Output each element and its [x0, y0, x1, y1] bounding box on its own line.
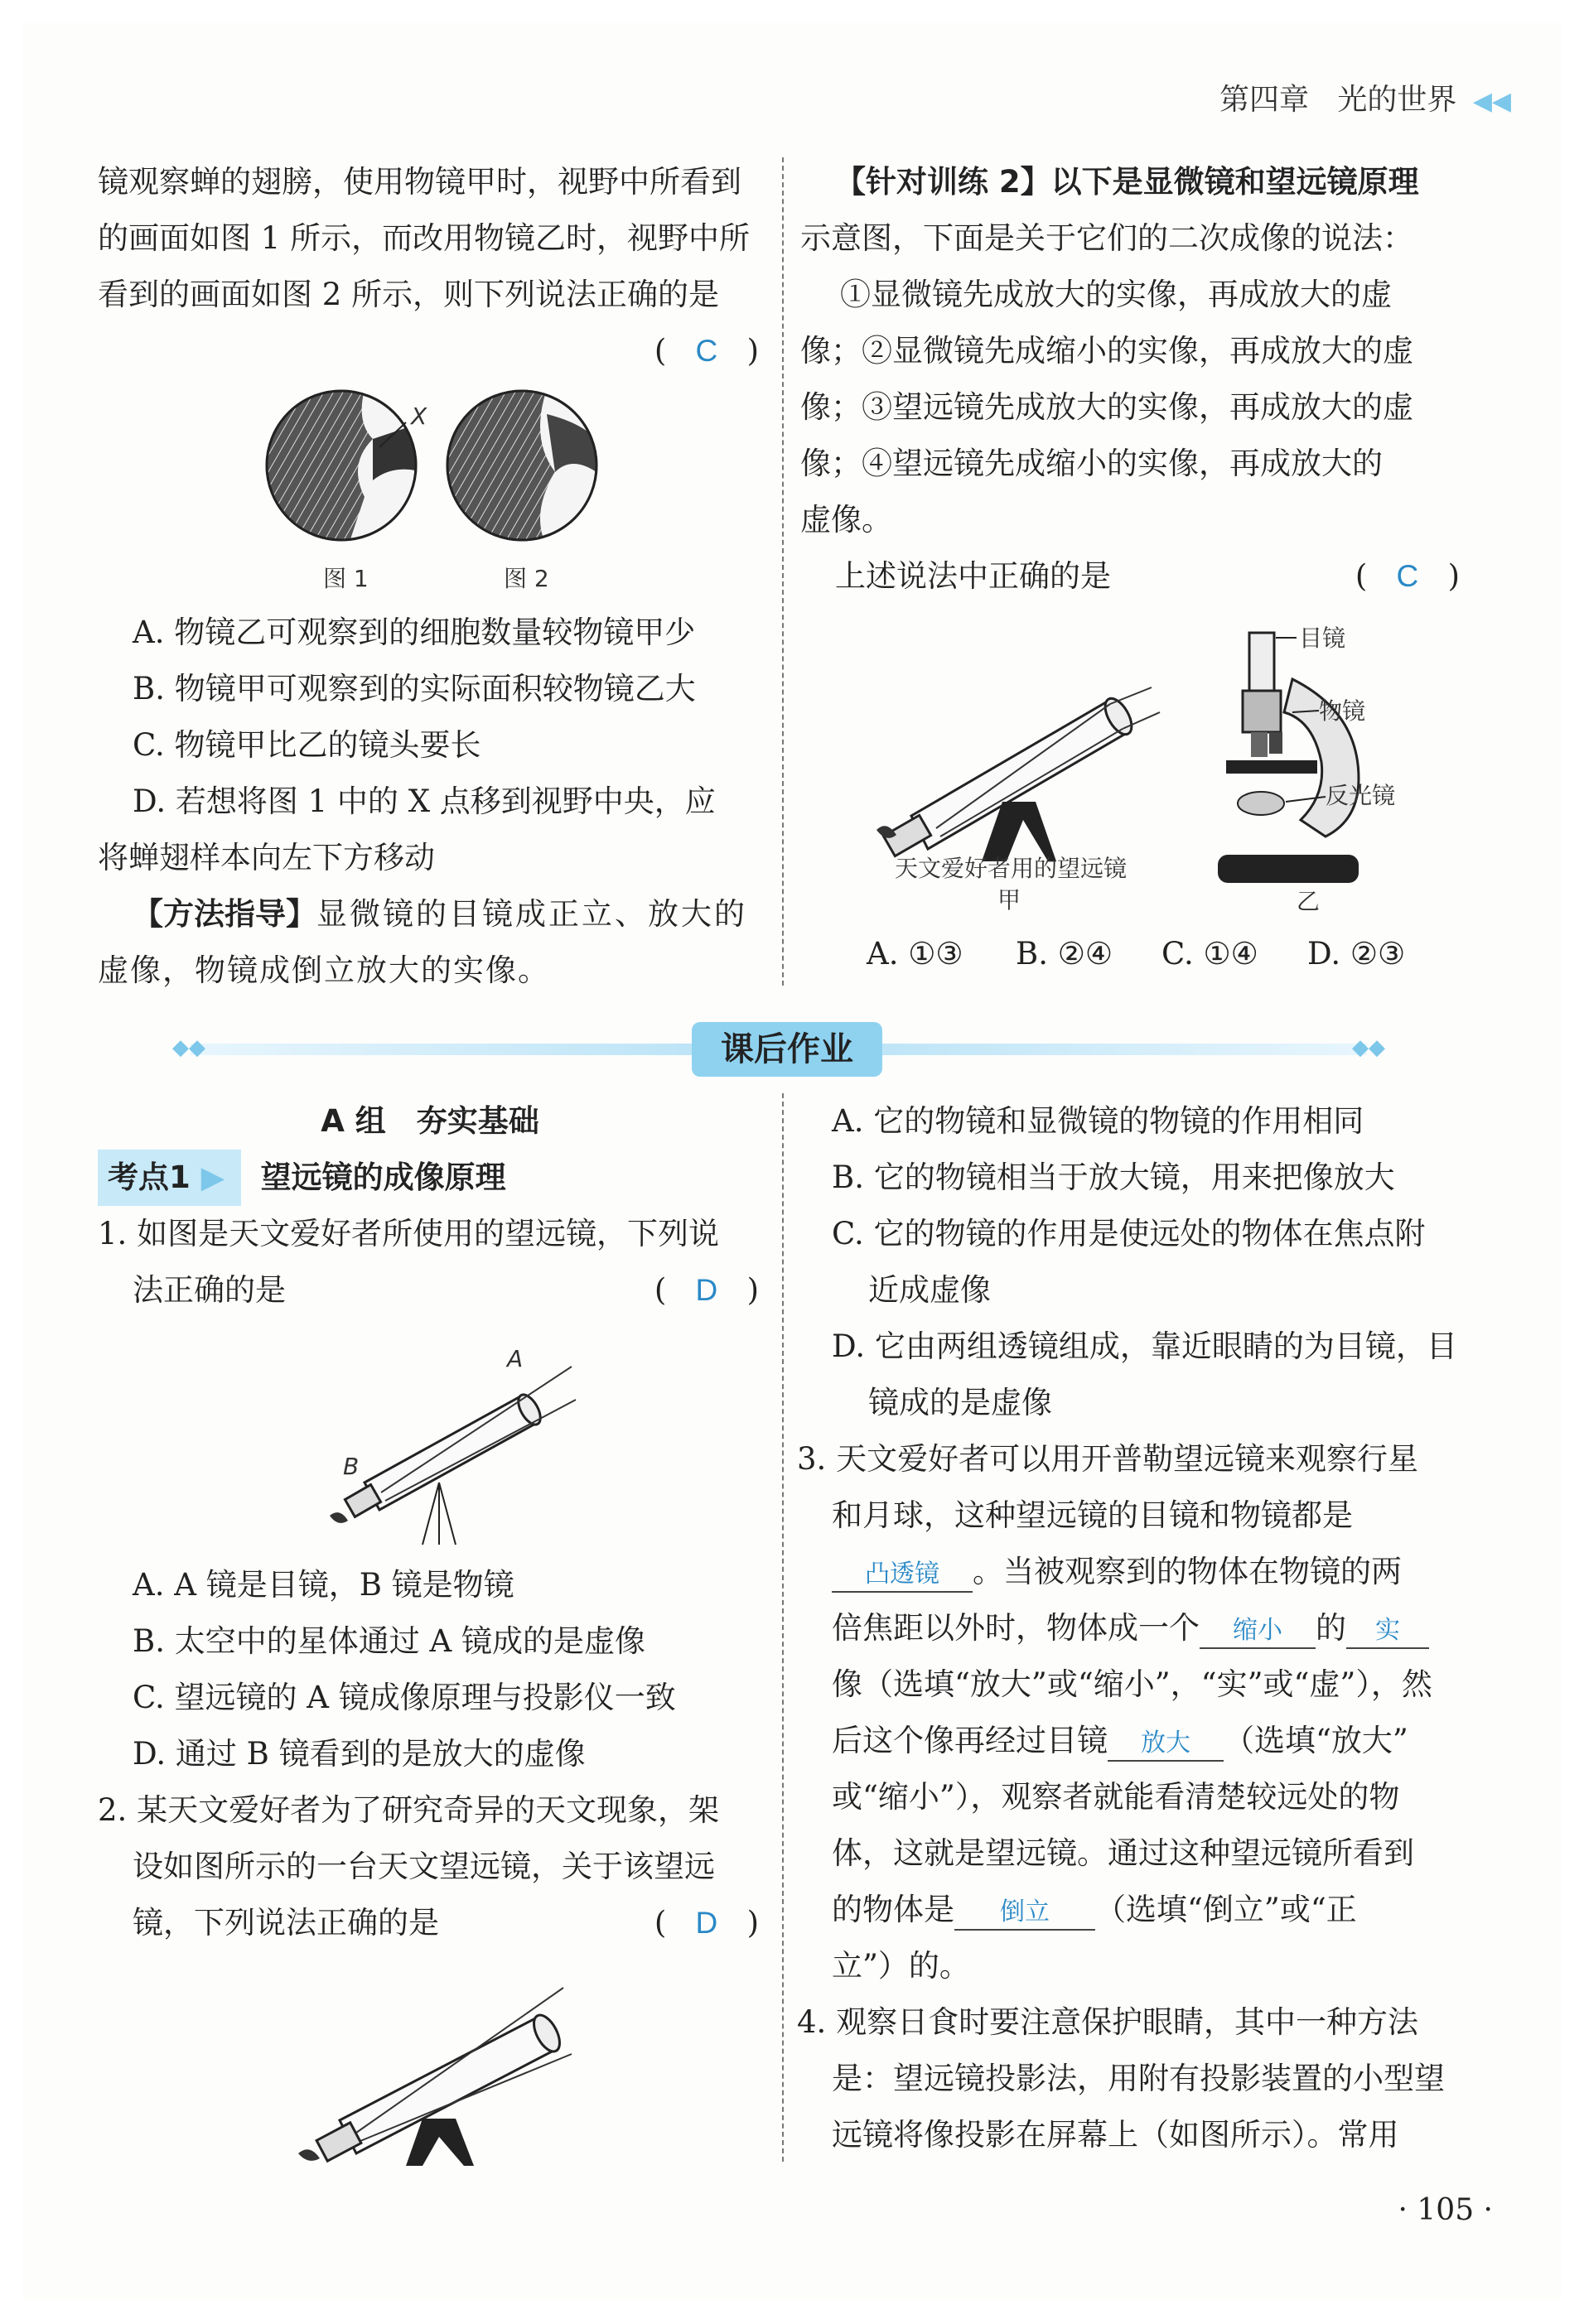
option-c: C. 物镜甲比乙的镜头要长	[133, 727, 481, 763]
q3-line-4: 倍焦距以外时，物体成一个 缩小 的 实	[797, 1600, 1468, 1656]
left-bottom-column	[98, 1093, 762, 1319]
text-line: 像；③望远镜先成放大的实像，再成放大的虚	[800, 389, 1413, 425]
q2-option-a: A. 它的物镜和显微镜的物镜的作用相同	[832, 1103, 1364, 1139]
q3-line-5: 像（选填“放大”或“缩小”，“实”或“虚”），然	[832, 1666, 1432, 1702]
q1-line-1: 1. 如图是天文爱好者所使用的望远镜，下列说	[98, 1216, 720, 1251]
q2-telescope-figure	[290, 1971, 621, 2170]
chapter-label: 第四章	[1219, 83, 1310, 117]
q2-option-d: D. 它由两组透镜组成，靠近眼睛的为目镜，目	[832, 1328, 1457, 1364]
right-top-options	[867, 926, 1480, 982]
q2-option-c: C. 它的物镜的作用是使远处的物体在焦点附	[832, 1216, 1426, 1251]
q3-line-9: 的物体是 倒立 （选填“倒立”或“正	[797, 1882, 1468, 1938]
q2-line-3: 镜，下列说法正确的是 ( D )	[133, 1905, 759, 1941]
text-line: 看到的画面如图 2 所示，则下列说法正确的是	[98, 277, 720, 312]
left-bottom-options	[98, 1557, 762, 1951]
text-line: 像；②显微镜先成缩小的实像，再成放大的虚	[800, 333, 1413, 369]
q4-line-2: 是：望远镜投影法，用附有投影装置的小型望	[832, 2061, 1445, 2096]
page-header	[1219, 76, 1511, 118]
method-text-1: 显微镜的目镜成正立、放大的	[316, 896, 747, 932]
answer: D	[695, 1906, 718, 1940]
q3-line-2: 和月球，这种望远镜的目镜和物镜都是	[832, 1497, 1353, 1533]
text-line: 的画面如图 1 所示，而改用物镜乙时，视野中所	[98, 220, 751, 256]
q2-line-2: 设如图所示的一台天文望远镜，关于该望远	[133, 1849, 715, 1884]
answer: C	[695, 334, 718, 368]
q3-line-6: 后这个像再经过目镜 放大 （选填“放大”	[797, 1713, 1468, 1769]
label-a: A	[507, 1350, 524, 1372]
telescope-jia	[877, 687, 1160, 914]
objective-label: 物镜	[1319, 697, 1366, 725]
eyepiece-label: 目镜	[1299, 624, 1346, 652]
text-line: 镜观察蝉的翅膀，使用物镜甲时，视野中所看到	[98, 164, 741, 200]
yi-label: 乙	[1297, 888, 1321, 915]
answer: D	[695, 1273, 718, 1307]
telescope-microscope-figure	[862, 613, 1442, 919]
q3-line-8: 体，这就是望远镜。通过这种望远镜所看到	[832, 1835, 1414, 1871]
kaodian-tag: 考点1 ▶	[98, 1150, 241, 1206]
q2-line-1: 2. 某天文爱好者为了研究奇异的天文现象，架	[98, 1792, 720, 1828]
q3-line-1: 3. 天文爱好者可以用开普勒望远镜来观察行星	[797, 1441, 1419, 1477]
kaodian-title: 望远镜的成像原理	[260, 1160, 506, 1195]
question-line: 上述说法中正确的是 ( C )	[835, 558, 1460, 594]
q1-option-c: C. 望远镜的 A 镜成像原理与投影仪一致	[133, 1680, 676, 1715]
diamond-icon: ◆◆	[1352, 1035, 1385, 1060]
q1-telescope-figure	[323, 1350, 588, 1549]
q2-option-d-cont: 镜成的是虚像	[868, 1385, 1052, 1420]
text-line: 像；④望远镜先成缩小的实像，再成放大的	[800, 446, 1383, 481]
reflector-label: 反光镜	[1326, 782, 1396, 809]
q3-line-10: 立”）的。	[832, 1948, 970, 1984]
training-line-1: 【针对训练 2】以下是显微镜和望远镜原理	[835, 164, 1419, 200]
answer: C	[1396, 559, 1419, 593]
right-top-column	[800, 154, 1463, 605]
jia-label: 甲	[997, 886, 1021, 914]
page-number: · 105 ·	[1398, 2193, 1493, 2227]
chapter-title: 光的世界	[1337, 83, 1457, 117]
text-line: 示意图，下面是关于它们的二次成像的说法：	[800, 220, 1413, 256]
label-b: B	[343, 1453, 360, 1480]
option-c: C. ①④	[1161, 936, 1258, 972]
method-guide	[98, 886, 762, 943]
telescope-caption: 天文爱好者用的望远镜	[895, 855, 1128, 882]
q1-option-b: B. 太空中的星体通过 A 镜成的是虚像	[133, 1623, 645, 1659]
q3-blank-1[interactable]: 凸透镜	[832, 1558, 973, 1593]
q3-blank-2[interactable]: 缩小	[1200, 1614, 1316, 1649]
q1-option-d: D. 通过 B 镜看到的是放大的虚像	[133, 1736, 586, 1772]
q4-line-3: 远镜将像投影在屏幕上（如图所示）。常用	[832, 2117, 1399, 2153]
q3-line-3: 凸透镜 。当被观察到的物体在物镜的两	[797, 1544, 1468, 1600]
text-line: ①显微镜先成放大的实像，再成放大的虚	[840, 277, 1392, 312]
group-title: A 组 夯实基础	[321, 1103, 539, 1139]
homework-banner	[166, 1022, 1392, 1080]
diamond-icon: ◆◆	[172, 1035, 205, 1060]
q3-blank-3[interactable]: 实	[1346, 1614, 1429, 1649]
fig1-view	[265, 389, 427, 547]
method-text-2: 虚像，物镜成倒立放大的实像。	[98, 952, 550, 988]
option-a: A. 物镜乙可观察到的细胞数量较物镜甲少	[133, 615, 696, 650]
q3-line-7: 或“缩小”），观察者就能看清楚较远处的物	[832, 1779, 1400, 1815]
fig2-view	[447, 389, 596, 547]
q4-line-1: 4. 观察日食时要注意保护眼睛，其中一种方法	[797, 2004, 1419, 2040]
text-line: 虚像。	[800, 502, 892, 538]
right-bottom-column	[797, 1093, 1468, 2163]
q1-option-a: A. A 镜是目镜，B 镜是物镜	[133, 1567, 514, 1603]
microscope-yi	[1218, 624, 1395, 915]
method-tag: 【方法指导】	[133, 896, 316, 932]
option-d: D. 若想将图 1 中的 X 点移到视野中央，应	[133, 784, 716, 819]
fig1-caption: 图 1	[323, 565, 369, 592]
answer-line: ( C )	[654, 333, 759, 369]
q1-line-2: 法正确的是 ( D )	[133, 1272, 759, 1308]
column-divider-top	[782, 157, 784, 986]
option-b: B. 物镜甲可观察到的实际面积较物镜乙大	[133, 671, 696, 706]
fig2-caption: 图 2	[504, 565, 549, 592]
q2-option-b: B. 它的物镜相当于放大镜，用来把像放大	[832, 1160, 1395, 1195]
q3-blank-4[interactable]: 放大	[1108, 1727, 1224, 1762]
option-a: A. ①③	[867, 936, 963, 972]
option-b: B. ②④	[1016, 936, 1113, 972]
column-divider-bottom	[782, 1093, 784, 2162]
q3-blank-5[interactable]: 倒立	[954, 1896, 1095, 1931]
play-icon: ▶	[200, 1160, 225, 1195]
fig1-x-label: X	[411, 403, 427, 430]
left-top-options	[98, 605, 762, 999]
q2-option-c-cont: 近成虚像	[868, 1272, 991, 1308]
option-d-cont: 将蝉翅样本向左下方移动	[98, 840, 435, 875]
option-d: D. ②③	[1307, 936, 1406, 972]
triangle-icon: ◀◀	[1472, 87, 1511, 116]
kaodian-heading	[98, 1150, 762, 1206]
left-top-column	[98, 154, 762, 379]
wing-figure	[249, 389, 613, 605]
banner-title: 课后作业	[692, 1022, 882, 1077]
